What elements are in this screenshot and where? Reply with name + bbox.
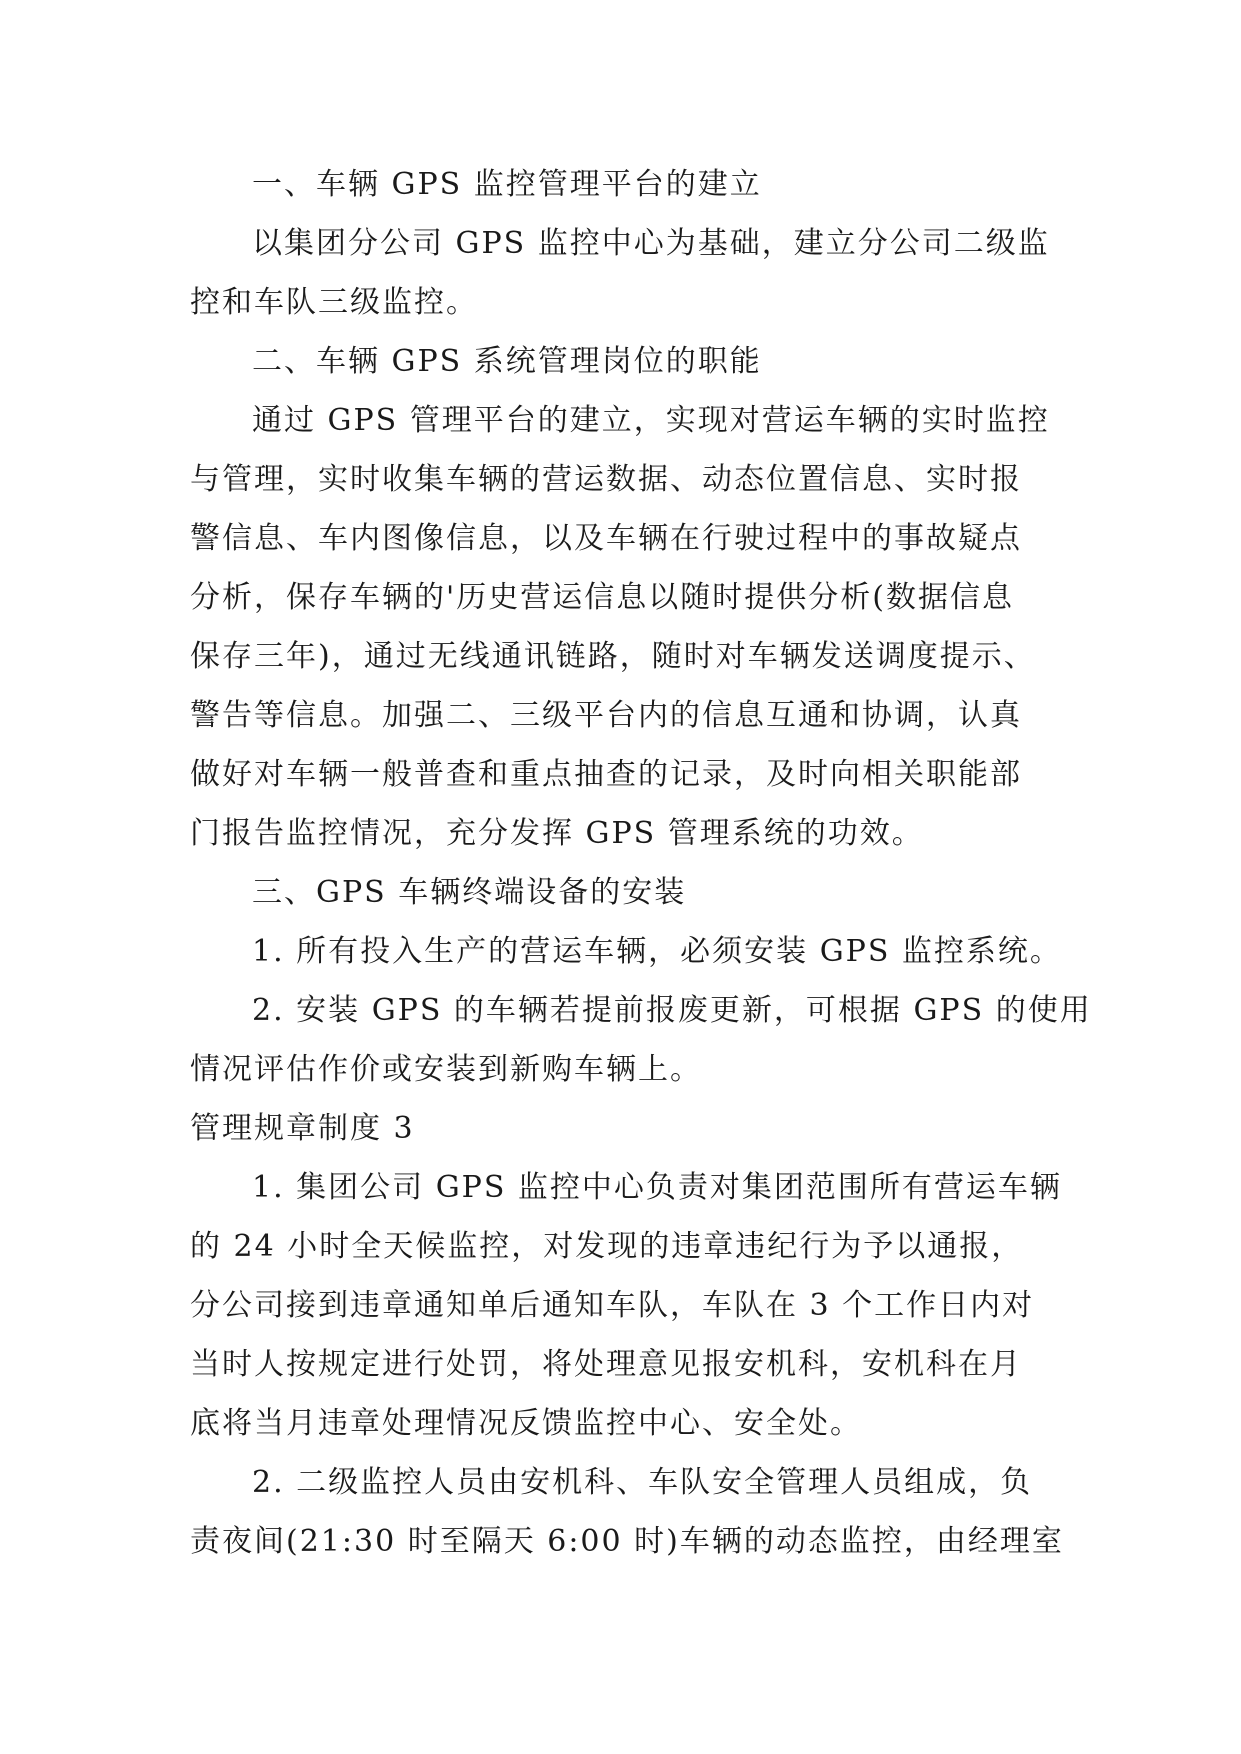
paragraph-line: 当时人按规定进行处罚，将处理意见报安机科，安机科在月	[190, 1347, 1022, 1382]
list-item-1: 1. 集团公司 GPS 监控中心负责对集团范围所有营运车辆	[252, 1170, 1062, 1205]
paragraph-line: 分公司接到违章通知单后通知车队，车队在 3 个工作日内对	[190, 1288, 1035, 1323]
paragraph-line: 的 24 小时全天候监控，对发现的违章违纪行为予以通报，	[190, 1229, 1024, 1264]
paragraph-line: 做好对车辆一般普查和重点抽查的记录，及时向相关职能部	[190, 757, 1022, 792]
paragraph-line: 警信息、车内图像信息，以及车辆在行驶过程中的事故疑点	[190, 521, 1022, 556]
paragraph-line: 通过 GPS 管理平台的建立，实现对营运车辆的实时监控	[252, 403, 1050, 438]
paragraph-line: 情况评估作价或安装到新购车辆上。	[190, 1052, 702, 1087]
paragraph-line: 门报告监控情况，充分发挥 GPS 管理系统的功效。	[190, 816, 924, 851]
section-heading-1: 一、车辆 GPS 监控管理平台的建立	[252, 167, 762, 202]
paragraph-line: 控和车队三级监控。	[190, 285, 478, 320]
list-item-2: 2. 安装 GPS 的车辆若提前报废更新，可根据 GPS 的使用	[252, 993, 1092, 1028]
paragraph-line: 保存三年)，通过无线通讯链路，随时对车辆发送调度提示、	[190, 639, 1036, 674]
section-heading-2: 二、车辆 GPS 系统管理岗位的职能	[252, 344, 762, 379]
paragraph-line: 与管理，实时收集车辆的营运数据、动态位置信息、实时报	[190, 462, 1022, 497]
paragraph-line: 警告等信息。加强二、三级平台内的信息互通和协调，认真	[190, 698, 1022, 733]
list-item-1: 1. 所有投入生产的营运车辆，必须安装 GPS 监控系统。	[252, 934, 1062, 969]
section-title: 管理规章制度 3	[190, 1111, 415, 1146]
paragraph-line: 底将当月违章处理情况反馈监控中心、安全处。	[190, 1406, 862, 1441]
section-heading-3: 三、GPS 车辆终端设备的安装	[252, 875, 687, 910]
paragraph-line: 以集团分公司 GPS 监控中心为基础，建立分公司二级监	[252, 226, 1050, 261]
list-item-2: 2. 二级监控人员由安机科、车队安全管理人员组成，负	[252, 1465, 1033, 1500]
paragraph-line: 责夜间(21:30 时至隔天 6:00 时)车辆的动态监控，由经理室	[190, 1524, 1064, 1559]
paragraph-line: 分析，保存车辆的'历史营运信息以随时提供分析(数据信息	[190, 580, 1014, 615]
